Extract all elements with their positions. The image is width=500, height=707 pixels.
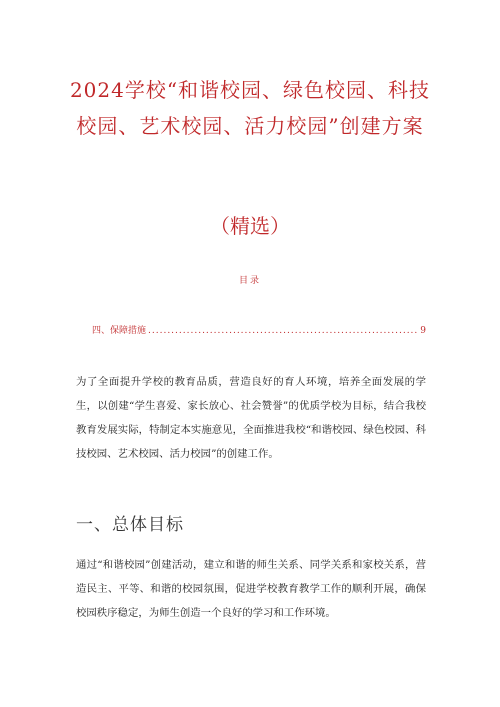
document-title: 2024学校“和谐校园、绿色校园、科技校园、艺术校园、活力校园”创建方案 xyxy=(69,78,431,138)
section-heading: 一、总体目标 xyxy=(76,515,184,535)
section-paragraph: 通过“和谐校园”创建活动，建立和谐的师生关系、同学关系和家校关系，营造民主、平等、和谐的校园氛围，促进学校教育教学工作的顺利开展，确保校园秩序稳定，为师生创造一个良好的学习和工作环境。 xyxy=(76,559,426,619)
toc-entry[interactable] xyxy=(92,324,426,338)
toc-entry-label: 四、保障措施 xyxy=(92,326,147,336)
toc-leader-dots xyxy=(148,324,418,338)
document-subtitle: （精选） xyxy=(210,214,290,238)
toc-entry-page: 9 xyxy=(420,326,426,336)
intro-paragraph: 为了全面提升学校的教育品质，营造良好的育人环境，培养全面发展的学生，以创建“学生喜爱、家长放心、社会赞誉”的优质学校为目标，结合我校教育发展实际，特制定本实施意见，全面推进我校“和谐校园、绿色校园、科技校园、艺术校园、活力校园”的创建工作。 xyxy=(76,376,426,460)
toc-heading: 目录 xyxy=(238,276,261,286)
